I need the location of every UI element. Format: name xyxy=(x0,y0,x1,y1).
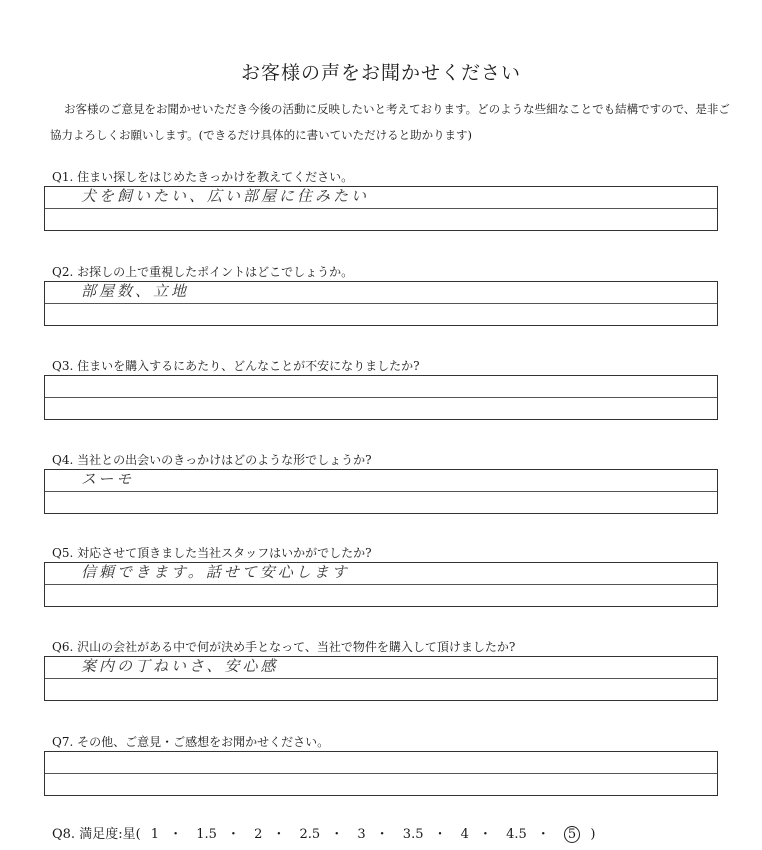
separator: ・ xyxy=(433,827,447,842)
separator: ・ xyxy=(169,827,183,842)
separator: ・ xyxy=(536,827,550,842)
answer-box-4[interactable] xyxy=(44,469,718,514)
satisfaction-rating xyxy=(52,823,595,843)
rating-option[interactable]: 4 xyxy=(460,827,469,842)
rating-option[interactable]: 2 xyxy=(254,827,263,842)
answer-box-1[interactable] xyxy=(44,186,718,231)
question-4-label: Q4. 当社との出会いのきっかけはどのような形でしょうか? xyxy=(52,453,372,467)
rating-option-selected[interactable]: 5 xyxy=(564,826,580,843)
question-2-label: Q2. お探しの上で重視したポイントはどこでしょうか。 xyxy=(52,265,354,279)
answer-2: 部屋数、立地 xyxy=(81,282,190,300)
separator: ・ xyxy=(330,827,344,842)
answer-box-6[interactable] xyxy=(44,656,718,701)
answer-box-5[interactable] xyxy=(44,562,718,607)
page-title: お客様の声をお聞かせください xyxy=(240,62,521,84)
intro-text: お客様のご意見をお聞かせいただき今後の活動に反映したいと考えております。どのような些細なことでも結構ですので、是非ご協力よろしくお願いします。(できるだけ具体的に書いていただけると助かります) xyxy=(50,102,730,142)
separator: ・ xyxy=(478,827,492,842)
q8-close: ) xyxy=(590,827,596,842)
answer-box-3[interactable] xyxy=(44,375,718,420)
rating-option[interactable]: 1.5 xyxy=(196,827,217,842)
question-7-label: Q7. その他、ご意見・ご感想をお聞かせください。 xyxy=(52,735,330,749)
q8-label: Q8. 満足度:星( xyxy=(52,827,141,842)
answer-box-7[interactable] xyxy=(44,751,718,796)
separator: ・ xyxy=(375,827,389,842)
answer-6: 案内の丁ねいさ、安心感 xyxy=(81,657,279,675)
question-3-label: Q3. 住まいを購入するにあたり、どんなことが不安になりましたか? xyxy=(52,359,420,373)
separator: ・ xyxy=(272,827,286,842)
question-1-label: Q1. 住まい探しをはじめたきっかけを教えてください。 xyxy=(52,170,354,184)
rating-option[interactable]: 3.5 xyxy=(402,827,424,842)
answer-5: 信頼できます。話せて安心します xyxy=(81,563,350,581)
rating-option[interactable]: 4.5 xyxy=(506,827,527,842)
question-5-label: Q5. 対応させて頂きました当社スタッフはいかがでしたか? xyxy=(52,546,372,560)
answer-1: 犬を飼いたい、広い部屋に住みたい xyxy=(81,187,370,205)
question-6-label: Q6. 沢山の会社がある中で何が決め手となって、当社で物件を購入して頂けましたか? xyxy=(52,640,516,654)
rating-option[interactable]: 2.5 xyxy=(299,827,321,842)
rating-option[interactable]: 3 xyxy=(357,827,366,842)
separator: ・ xyxy=(226,827,240,842)
answer-box-2[interactable] xyxy=(44,281,718,326)
rating-option[interactable]: 1 xyxy=(150,827,160,842)
answer-4: スーモ xyxy=(81,470,135,488)
